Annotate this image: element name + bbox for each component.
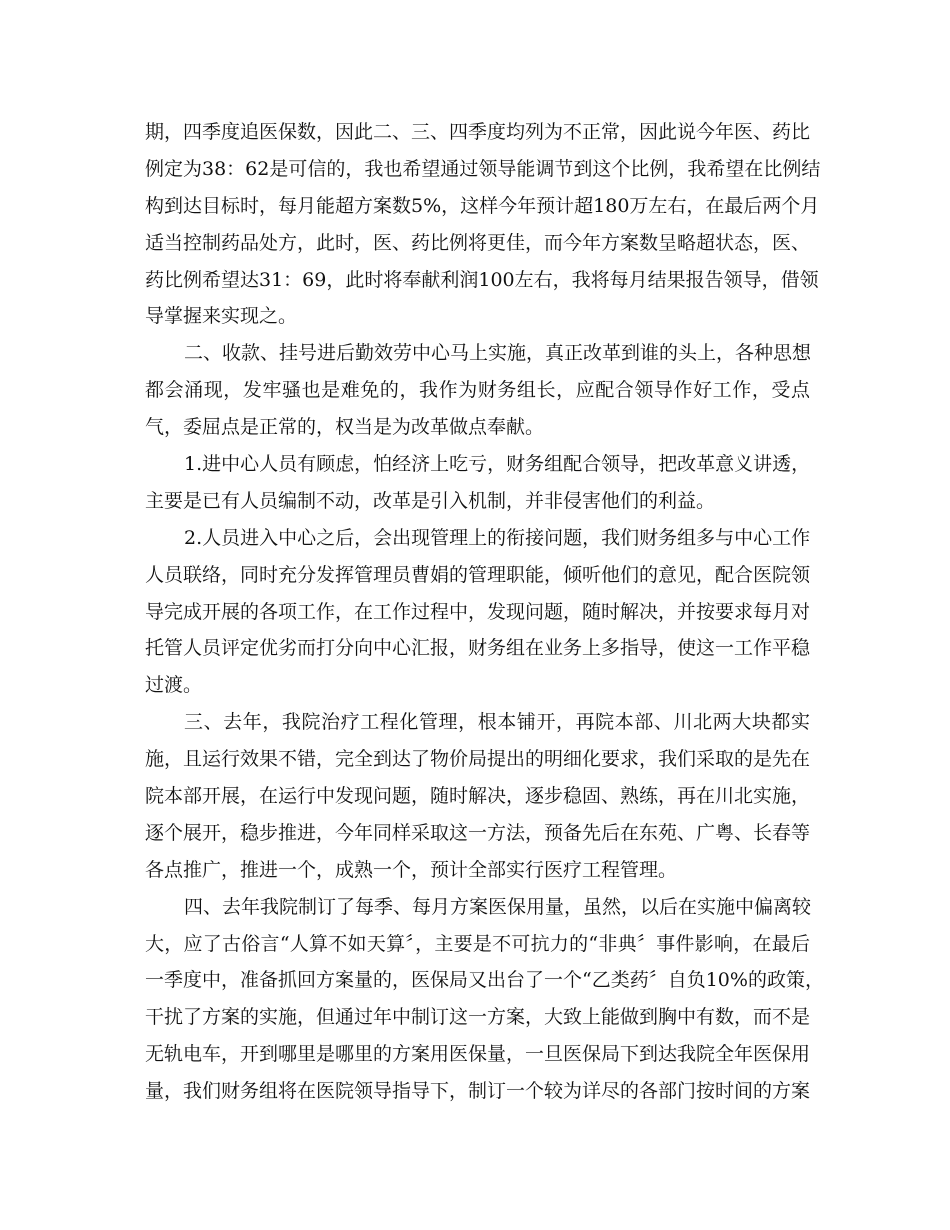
text-line: 量，我们财务组将在医院领导指导下，制订一个较为详尽的各部门按时间的方案 xyxy=(145,1080,811,1103)
text-line: 例定为38：62是可信的，我也希望通过领导能调节到这个比例，我希望在比例结 xyxy=(145,157,821,180)
text-line: 期，四季度追医保数，因此二、三、四季度均列为不正常，因此说今年医、药比 xyxy=(145,121,811,143)
text-line: 构到达目标时，每月能超方案数5%，这样今年预计超180万左右，在最后两个月 xyxy=(145,194,820,217)
paragraph-start-line: 三、去年，我院治疗工程化管理，根本铺开，再院本部、川北两大块都实 xyxy=(184,711,810,734)
text-line: 逐个展开，稳步推进，今年同样采取这一方法，预备先后在东苑、广粤、长春等 xyxy=(145,821,811,844)
text-line: 院本部开展，在运行中发现问题，随时解决，逐步稳固、熟练，再在川北实施， xyxy=(145,785,811,808)
text-line: 适当控制药品处方，此时，医、药比例将更佳，而今年方案数呈略超状态，医、 xyxy=(145,231,811,254)
text-line: 都会涌现，发牢骚也是难免的，我作为财务组长，应配合领导作好工作，受点 xyxy=(145,379,810,402)
paragraph-start-line: 二、收款、挂号进后勤效劳中心马上实施，真正改革到谁的头上，各种思想 xyxy=(184,342,812,365)
paragraph-start-line: 2.人员进入中心之后，会出现管理上的衔接问题，我们财务组多与中心工作 xyxy=(184,526,811,549)
text-line: 主要是已有人员编制不动，改革是引入机制，并非侵害他们的利益。 xyxy=(145,489,716,512)
text-line: 气，委屈点是正常的，权当是为改革做点奉献。 xyxy=(145,416,545,439)
text-line: 导完成开展的各项工作，在工作过程中，发现问题，随时解决，并按要求每月对 xyxy=(145,600,811,623)
text-line: 无轨电车，开到哪里是哪里的方案用医保量，一旦医保局下到达我院全年医保用 xyxy=(145,1043,811,1066)
text-line: 大，应了古俗言“人算不如天算〞，主要是不可抗力的“非典〞事件影响，在最后 xyxy=(145,932,810,955)
text-line: 托管人员评定优劣而打分向中心汇报，财务组在业务上多指导，使这一工作平稳 xyxy=(145,637,811,660)
text-line: 过渡。 xyxy=(145,674,203,697)
document-body xyxy=(145,114,824,1110)
text-line: 干扰了方案的实施，但通过年中制订这一方案，大致上能做到胸中有数，而不是 xyxy=(145,1006,811,1029)
text-line: 施，且运行效果不错，完全到达了物价局提出的明细化要求，我们采取的是先在 xyxy=(145,748,811,771)
text-line: 药比例希望达31：69，此时将奉献利润100左右，我将每月结果报告领导，借领 xyxy=(145,268,819,291)
text-line: 导掌握来实现之。 xyxy=(145,305,298,328)
text-line: 一季度中，准备抓回方案量的，医保局又出台了一个“乙类药〞自负10%的政策， xyxy=(145,969,824,992)
paragraph-start-line: 1.进中心人员有顾虑，怕经济上吃亏，财务组配合领导，把改革意义讲透， xyxy=(184,453,811,476)
paragraph-start-line: 四、去年我院制订了每季、每月方案医保用量，虽然，以后在实施中偏离较 xyxy=(184,895,812,918)
text-line: 人员联络，同时充分发挥管理员曹娟的管理职能，倾听他们的意见，配合医院领 xyxy=(145,563,811,586)
text-line: 各点推广，推进一个，成熟一个，预计全部实行医疗工程管理。 xyxy=(145,858,678,881)
